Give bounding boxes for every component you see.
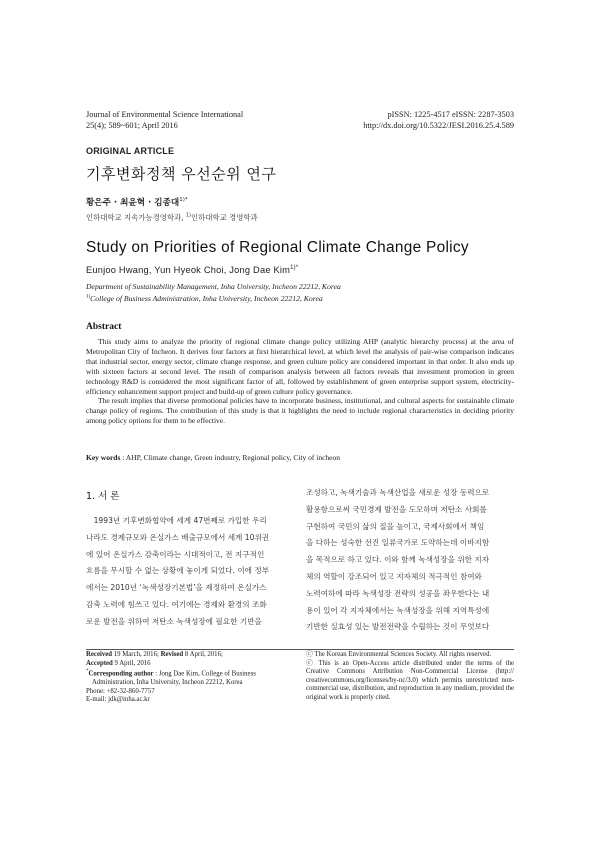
korean-author-sup: 1)*	[179, 197, 188, 204]
email[interactable]: E-mail: jdk@inha.ac.kr	[86, 696, 150, 704]
body-line: 조성하고, 녹색기술과 녹색산업을 새로운 성장 동력으로	[306, 488, 490, 497]
body-line: 감축 노력에 힘쓰고 있다. 여기에는 경제와 환경의 조화	[86, 599, 267, 609]
korean-affiliation	[86, 212, 258, 223]
copyright-notice: ⓒ The Korean Environmental Sciences Society. All rights reserved.	[306, 651, 492, 658]
corresponding-line: *Corresponding author : Jong Dae Kim, College of Business	[86, 669, 256, 678]
revised-date: 8 April, 2016;	[183, 651, 223, 658]
english-affiliation-2-sup: 1)	[86, 294, 91, 300]
body-line: 나라도 경제규모와 온실가스 배출규모에서 세계 10위권	[86, 532, 270, 542]
english-author-sup: 1)*	[290, 265, 299, 271]
english-title: Study on Priorities of Regional Climate Change Policy	[86, 239, 469, 256]
korean-affiliation-1: 인하대학교 지속가능경영학과,	[86, 213, 186, 222]
abstract-body	[86, 337, 514, 426]
korean-authors	[86, 196, 188, 208]
revised-label: Revised	[160, 651, 184, 658]
body-line: 활용함으로써 국민경제 발전을 도모하며 저탄소 사회를	[306, 504, 487, 514]
footnote-divider	[86, 649, 514, 650]
korean-affiliation-sup: 1)	[185, 212, 192, 219]
keywords-label: Key words	[86, 453, 121, 462]
corresponding-label: Corresponding author	[88, 670, 154, 678]
english-authors	[86, 265, 298, 275]
article-type: ORIGINAL ARTICLE	[86, 146, 175, 156]
korean-affiliation-2: 인하대학교 경영학과	[191, 213, 258, 222]
english-affiliation-2-text: College of Business Administration, Inha University, Incheon 22212, Korea	[90, 294, 323, 303]
keywords	[86, 453, 514, 462]
abstract-heading: Abstract	[86, 322, 122, 332]
keywords-list: : AHP, Climate change, Green industry, Regional policy, City of incheon	[120, 453, 340, 462]
body-line: 을 다하는 성숙한 선진 일류국가로 도약하는데 이바지함	[306, 538, 490, 548]
corresponding-address: Administration, Inha University, Incheon 22212, Korea	[92, 679, 243, 687]
footnote-right	[306, 651, 514, 703]
body-line: 노력여하에 따라 녹색성장 전략의 성공을 좌우한다는 내	[306, 588, 490, 598]
body-line: 구현하여 국민의 삶의 질을 높이고, 국제사회에서 책임	[306, 521, 485, 531]
body-line: 에 있어 온실가스 감축이라는 시대적이고, 전 지구적인	[86, 549, 265, 559]
english-author-names: Eunjoo Hwang, Yun Hyeok Choi, Jong Dae Kim	[86, 265, 291, 276]
received-line	[86, 651, 291, 660]
body-line: 용이 있어 각 지자체에서는 녹색성장을 위해 지역특성에	[306, 605, 490, 615]
body-column-right	[306, 485, 514, 636]
body-line: 흐름을 무시할 수 없는 상황에 놓이게 되었다. 이에 정부	[86, 566, 270, 576]
footnote-left	[86, 651, 291, 705]
journal-issue: 25(4); 589~601; April 2016	[86, 121, 178, 130]
journal-header-left	[86, 109, 243, 131]
body-line: 1993년 기후변화협약에 세계 47번째로 가입한 우리	[86, 516, 267, 525]
corresponding-name: : Jong Dae Kim, College of Business	[153, 670, 256, 678]
body-line: 로운 발전을 위하여 저탄소 녹색성장에 필요한 기반을	[86, 616, 262, 626]
abstract-paragraph-1: This study aims to analyze the priority of regional climate change policy utilizing AHP (analytic hierarchy process) at the area of Metropolitan City of Incheon. It derives four factors at first hierarchical level, at which level the analysis of pair-wise comparison indicates that industrial sector, energy sector, climate change response, and green culture policy are considered important in that order. It also ends up with sixteen factors at second level. The result of comparison analysis between all factors reveals that investment promotion in green technology R&D is considered the most significant factor of all, followed by establishment of green enterprise support system, electricity-efficiency enhancement support project and build-up of green culture policy governance.	[86, 337, 514, 396]
body-line: 에서는 2010년 ‘녹색성장기본법’을 제정하여 온실가스	[86, 583, 267, 593]
korean-title: 기후변화정책 우선순위 연구	[86, 165, 277, 183]
body-line: 기반한 실효성 있는 발전전략을 수립하는 것이 무엇보다	[306, 622, 490, 632]
journal-header-right	[363, 109, 514, 131]
body-column-left	[86, 513, 294, 631]
license-notice: ⓒ This is an Open-Access article distributed under the terms of the Creative Commons Attribution Non-Commercial License (http:// creativecommons.org/licenses/by-nc/3.0) which permits unrestricted non-commercial use, distribution, and reproduction in any medium, provided the original work is properly cited.	[306, 659, 514, 701]
body-line: 을 목적으로 하고 있다. 이와 함께 녹색성장을 위한 지자	[306, 555, 490, 565]
abstract-paragraph-2: The result implies that diverse promotional policies have to incorporate business, institutional, and cultural aspects for sustainable climate change policy of regions. The contribution of this study is that it highlights the need to include regional characteristics in deciding priority among policy options for them to be effective.	[86, 396, 514, 426]
english-affiliation-1: Department of Sustainability Management, Inha University, Incheon 22212, Korea	[86, 282, 341, 291]
phone: Phone: +82-32-860-7757	[86, 687, 155, 695]
korean-author-names: 황은주 · 최윤혁 · 김종대	[86, 198, 180, 208]
accepted-line	[86, 660, 291, 669]
accepted-date: 9 April, 2016	[112, 659, 151, 667]
journal-doi[interactable]: http://dx.doi.org/10.5322/JESI.2016.25.4.589	[363, 121, 514, 130]
body-line: 체의 역할이 강조되어 있고 지자체의 적극적인 참여와	[306, 571, 482, 581]
accepted-label: Accepted	[86, 659, 113, 667]
section-heading-introduction: 1. 서 론	[86, 491, 120, 502]
received-label: Received	[86, 651, 113, 658]
journal-issn: pISSN: 1225-4517 eISSN: 2287-3503	[387, 110, 514, 119]
received-date: 19 March, 2016;	[112, 651, 161, 658]
english-affiliation-2	[86, 294, 323, 303]
journal-name: Journal of Environmental Science International	[86, 110, 244, 119]
